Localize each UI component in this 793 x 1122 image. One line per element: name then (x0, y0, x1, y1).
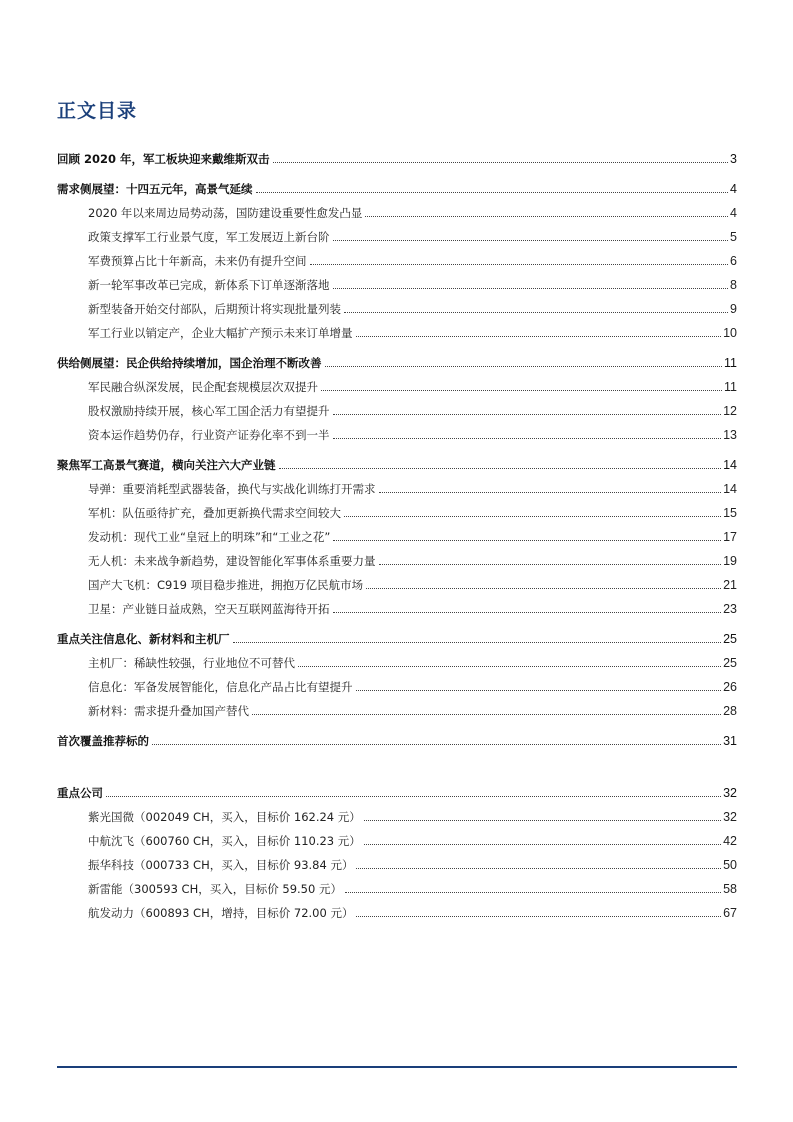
toc-section-entry[interactable] (57, 776, 737, 800)
toc-page-number: 67 (723, 906, 737, 920)
toc-page-number: 26 (723, 680, 737, 694)
toc-subsection-entry[interactable] (57, 394, 737, 418)
toc-page-number: 11 (724, 380, 737, 394)
toc-page-number: 58 (723, 882, 737, 896)
dot-leader (252, 714, 721, 715)
toc-subsection-entry[interactable] (57, 800, 737, 824)
dot-leader (321, 390, 722, 391)
dot-leader (344, 312, 728, 313)
dot-leader (298, 666, 721, 667)
dot-leader (152, 744, 721, 745)
toc-subsection-entry[interactable] (57, 670, 737, 694)
toc-subsection-entry[interactable] (57, 694, 737, 718)
dot-leader (379, 492, 722, 493)
toc-entry-title: 重点关注信息化、新材料和主机厂 (57, 632, 230, 646)
toc-entry-title: 需求侧展望：十四五元年，高景气延续 (57, 182, 253, 196)
toc-subsection-entry[interactable] (57, 268, 737, 292)
toc-page-number: 3 (730, 152, 737, 166)
toc-subsection-entry[interactable] (57, 848, 737, 872)
footer-divider (57, 1066, 737, 1068)
toc-section-entry[interactable] (57, 142, 737, 166)
toc-page-number: 28 (723, 704, 737, 718)
toc-entry-title: 军工行业以销定产，企业大幅扩产预示未来订单增量 (88, 326, 353, 340)
page-title: 正文目录 (57, 100, 138, 122)
toc-subsection-entry[interactable] (57, 544, 737, 568)
toc-page-number: 23 (723, 602, 737, 616)
dot-leader (356, 690, 722, 691)
table-of-contents (57, 142, 737, 920)
toc-entry-title: 信息化：军备发展智能化，信息化产品占比有望提升 (88, 680, 353, 694)
dot-leader (344, 516, 721, 517)
dot-leader (233, 642, 722, 643)
dot-leader (333, 414, 722, 415)
toc-subsection-entry[interactable] (57, 418, 737, 442)
toc-entry-title: 国产大飞机：C919 项目稳步推进，拥抱万亿民航市场 (88, 578, 364, 592)
toc-entry-title: 新材料：需求提升叠加国产替代 (88, 704, 249, 718)
toc-subsection-entry[interactable] (57, 370, 737, 394)
dot-leader (356, 336, 722, 337)
toc-page-number: 32 (723, 810, 737, 824)
dot-leader (310, 264, 729, 265)
toc-page-number: 9 (730, 302, 737, 316)
toc-entry-title: 新一轮军事改革已完成，新体系下订单逐渐落地 (88, 278, 330, 292)
dot-leader (333, 240, 729, 241)
toc-entry-title: 紫光国微（002049 CH，买入，目标价 162.24 元） (88, 810, 361, 824)
toc-page-number: 15 (723, 506, 737, 520)
toc-section-entry[interactable] (57, 622, 737, 646)
toc-page-number: 5 (730, 230, 737, 244)
toc-entry-title: 股权激励持续开展，核心军工国企活力有望提升 (88, 404, 330, 418)
dot-leader (366, 588, 721, 589)
toc-entry-title: 聚焦军工高景气赛道，横向关注六大产业链 (57, 458, 276, 472)
toc-page-number: 14 (723, 458, 737, 472)
toc-section-entry[interactable] (57, 724, 737, 748)
toc-subsection-entry[interactable] (57, 220, 737, 244)
toc-entry-title: 重点公司 (57, 786, 103, 800)
toc-page-number: 11 (724, 356, 737, 370)
dot-leader (364, 844, 721, 845)
toc-entry-title: 供给侧展望：民企供给持续增加，国企治理不断改善 (57, 356, 322, 370)
toc-subsection-entry[interactable] (57, 292, 737, 316)
dot-leader (325, 366, 723, 367)
toc-subsection-entry[interactable] (57, 316, 737, 340)
toc-page-number: 14 (723, 482, 737, 496)
toc-page-number: 19 (723, 554, 737, 568)
dot-leader (273, 162, 729, 163)
toc-entry-title: 政策支撑军工行业景气度，军工发展迈上新台阶 (88, 230, 330, 244)
toc-entry-title: 新雷能（300593 CH，买入，目标价 59.50 元） (88, 882, 342, 896)
toc-subsection-entry[interactable] (57, 496, 737, 520)
dot-leader (256, 192, 729, 193)
toc-subsection-entry[interactable] (57, 520, 737, 544)
dot-leader (356, 868, 721, 869)
toc-page-number: 4 (730, 182, 737, 196)
dot-leader (364, 820, 721, 821)
toc-section-entry[interactable] (57, 448, 737, 472)
toc-entry-title: 新型装备开始交付部队，后期预计将实现批量列装 (88, 302, 341, 316)
toc-subsection-entry[interactable] (57, 646, 737, 670)
toc-entry-title: 航发动力（600893 CH，增持，目标价 72.00 元） (88, 906, 354, 920)
dot-leader (106, 796, 721, 797)
toc-page-number: 21 (723, 578, 737, 592)
dot-leader (333, 540, 721, 541)
toc-page-number: 50 (723, 858, 737, 872)
toc-page-number: 25 (723, 656, 737, 670)
toc-page-number: 8 (730, 278, 737, 292)
dot-leader (365, 216, 728, 217)
toc-subsection-entry[interactable] (57, 568, 737, 592)
dot-leader (279, 468, 722, 469)
toc-page-number: 12 (723, 404, 737, 418)
dot-leader (356, 916, 721, 917)
toc-page-number: 6 (730, 254, 737, 268)
toc-entry-title: 首次覆盖推荐标的 (57, 734, 149, 748)
toc-page-number: 13 (723, 428, 737, 442)
dot-leader (333, 288, 729, 289)
dot-leader (345, 892, 721, 893)
toc-entry-title: 2020 年以来周边局势动荡，国防建设重要性愈发凸显 (88, 206, 363, 220)
toc-page-number: 25 (723, 632, 737, 646)
toc-subsection-entry[interactable] (57, 196, 737, 220)
toc-entry-title: 发动机：现代工业“皇冠上的明珠”和“工业之花” (88, 530, 331, 544)
toc-subsection-entry[interactable] (57, 472, 737, 496)
toc-spacer (57, 748, 737, 776)
toc-subsection-entry[interactable] (57, 244, 737, 268)
dot-leader (333, 438, 722, 439)
dot-leader (333, 612, 722, 613)
toc-entry-title: 资本运作趋势仍存，行业资产证券化率不到一半 (88, 428, 330, 442)
toc-subsection-entry[interactable] (57, 872, 737, 896)
dot-leader (379, 564, 722, 565)
toc-entry-title: 军民融合纵深发展，民企配套规模层次双提升 (88, 380, 318, 394)
toc-entry-title: 振华科技（000733 CH，买入，目标价 93.84 元） (88, 858, 354, 872)
toc-entry-title: 军机：队伍亟待扩充，叠加更新换代需求空间较大 (88, 506, 341, 520)
toc-section-entry[interactable] (57, 172, 737, 196)
toc-entry-title: 军费预算占比十年新高，未来仍有提升空间 (88, 254, 307, 268)
toc-entry-title: 主机厂：稀缺性较强，行业地位不可替代 (88, 656, 295, 670)
toc-entry-title: 回顾 2020 年，军工板块迎来戴维斯双击 (57, 152, 270, 166)
toc-subsection-entry[interactable] (57, 824, 737, 848)
toc-section-entry[interactable] (57, 346, 737, 370)
toc-entry-title: 卫星：产业链日益成熟，空天互联网蓝海待开拓 (88, 602, 330, 616)
toc-page-number: 17 (723, 530, 737, 544)
toc-page-number: 4 (730, 206, 737, 220)
toc-page-number: 42 (723, 834, 737, 848)
toc-entry-title: 无人机：未来战争新趋势，建设智能化军事体系重要力量 (88, 554, 376, 568)
toc-page-number: 10 (723, 326, 737, 340)
toc-entry-title: 中航沈飞（600760 CH，买入，目标价 110.23 元） (88, 834, 361, 848)
toc-entry-title: 导弹：重要消耗型武器装备，换代与实战化训练打开需求 (88, 482, 376, 496)
toc-subsection-entry[interactable] (57, 896, 737, 920)
toc-page-number: 32 (723, 786, 737, 800)
toc-subsection-entry[interactable] (57, 592, 737, 616)
toc-page-number: 31 (723, 734, 737, 748)
